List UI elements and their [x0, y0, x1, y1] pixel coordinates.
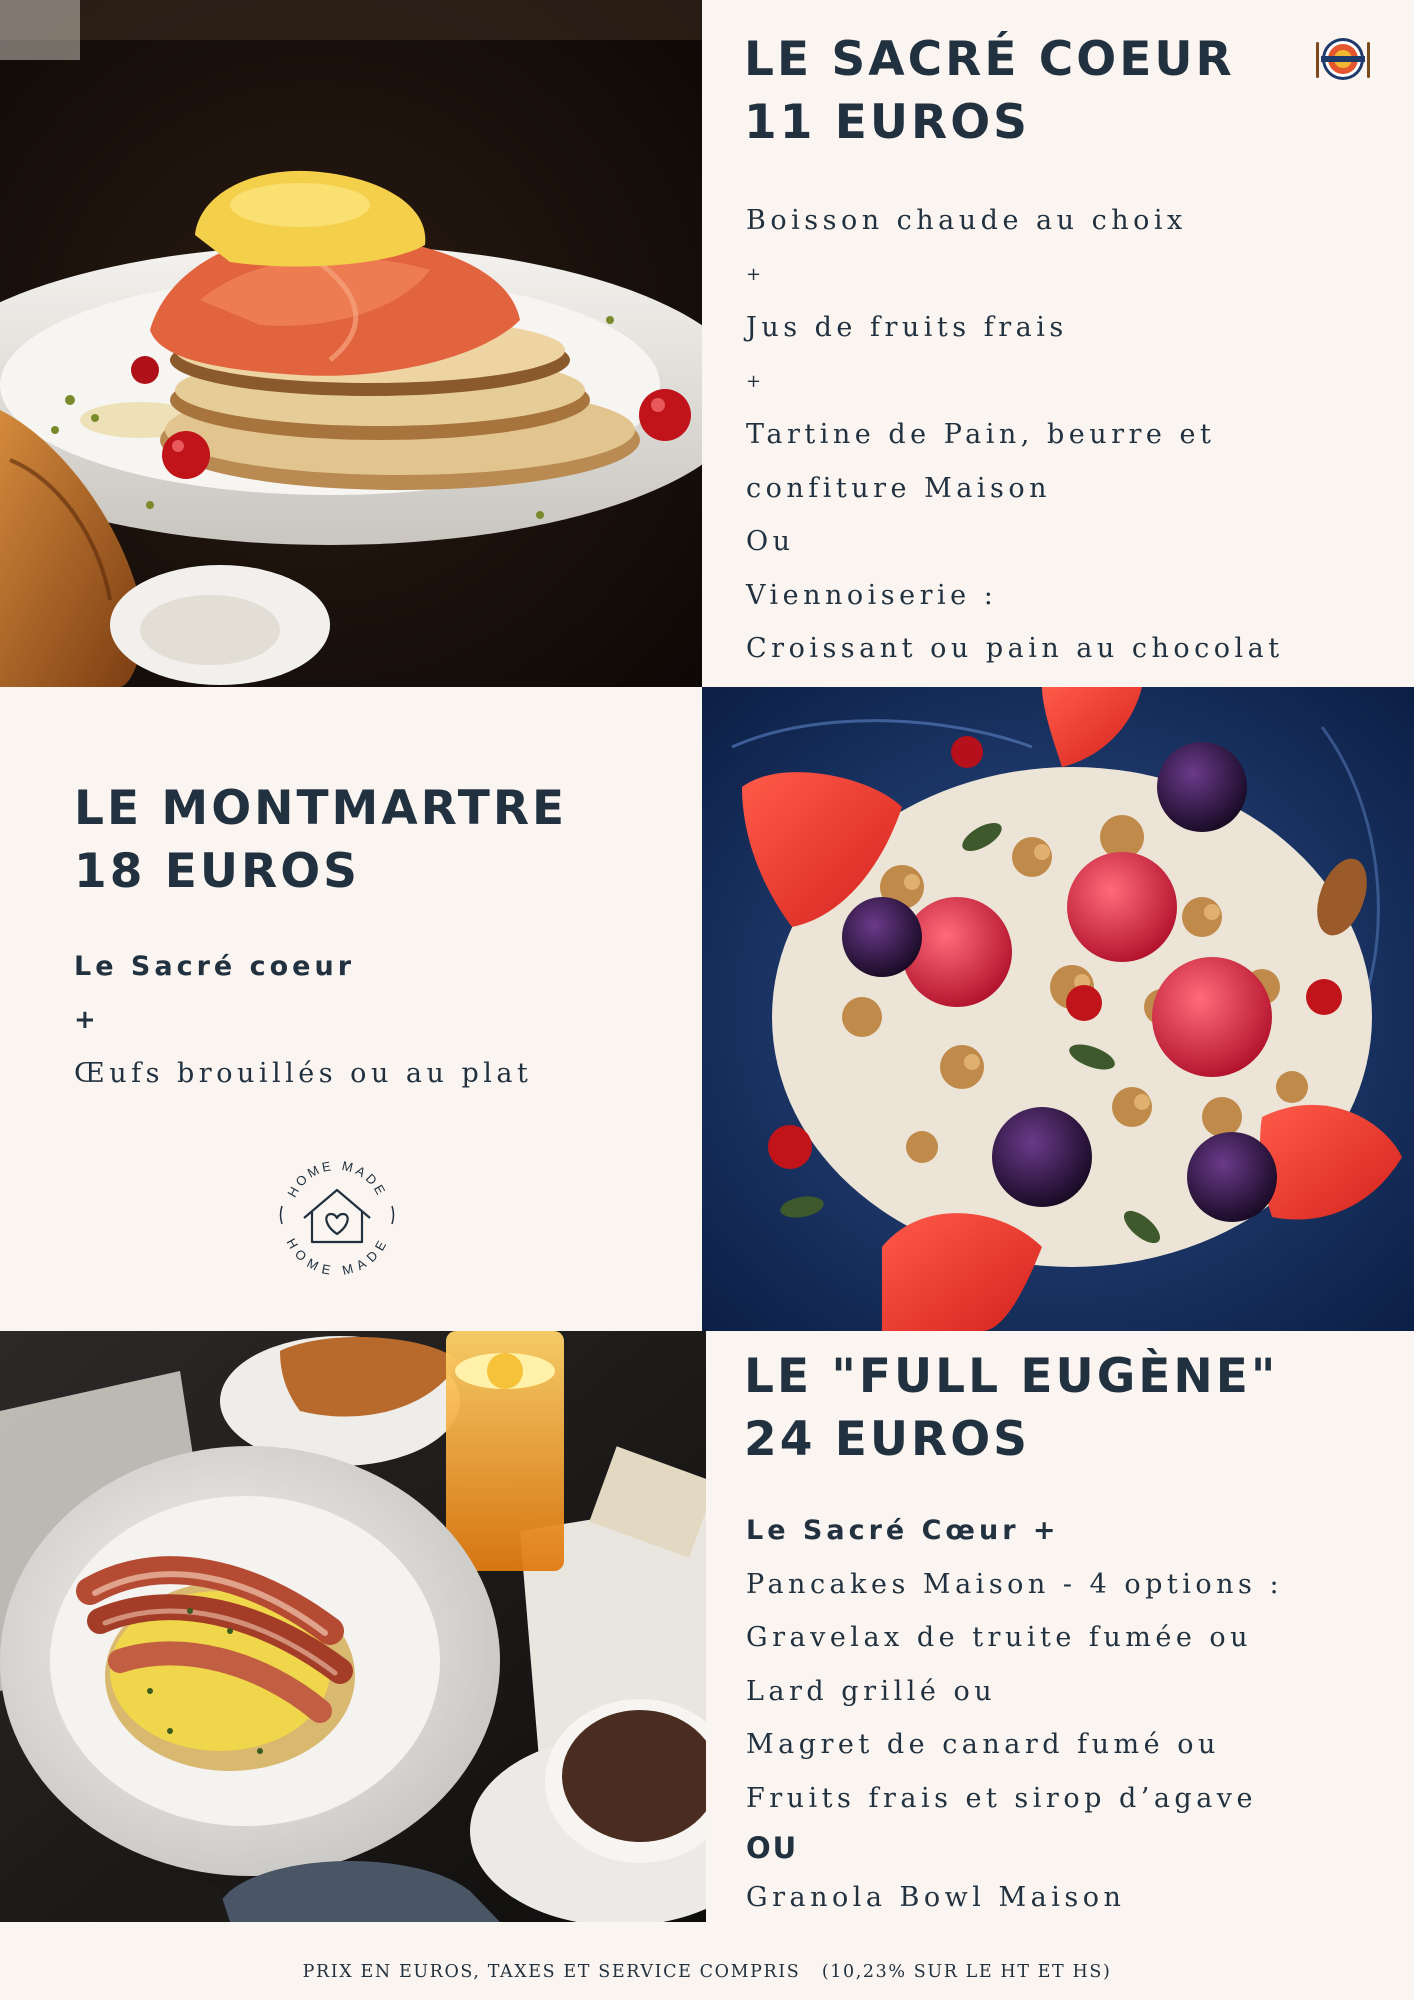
granola-bowl-photo: [702, 687, 1414, 1331]
house-heart-icon: [304, 1190, 370, 1242]
formula-sacre-coeur-price: 11 EUROS: [744, 95, 1031, 150]
formula-full-eugene-price: 24 EUROS: [744, 1412, 1031, 1467]
menu-item: Pancakes Maison - 4 options :: [746, 1568, 1284, 1600]
badge-text-top: HOME MADE: [284, 1157, 390, 1200]
formula-sacre-coeur-name: LE SACRÉ COEUR: [744, 32, 1235, 87]
menu-item: Tartine de Pain, beurre et: [746, 419, 1216, 450]
menu-plus: +: [746, 263, 766, 285]
menu-item: Boisson chaude au choix: [746, 205, 1187, 236]
restaurant-plate-logo-icon: [1313, 36, 1373, 82]
formula-full-eugene-name: LE "FULL EUGÈNE": [744, 1349, 1279, 1404]
menu-or: OU: [746, 1831, 799, 1865]
menu-item: Croissant ou pain au chocolat: [746, 633, 1284, 664]
menu-item: Œufs brouillés ou au plat: [74, 1058, 533, 1089]
menu-item: Fruits frais et sirop d’agave: [746, 1782, 1258, 1814]
menu-plus: +: [74, 1004, 100, 1035]
formula-full-eugene-items: [746, 1504, 1283, 1925]
formula-montmartre-price: 18 EUROS: [74, 844, 361, 899]
badge-text-bottom: HOME MADE: [283, 1235, 391, 1278]
menu-plus: +: [746, 370, 766, 392]
menu-item: Le Sacré coeur: [74, 951, 356, 982]
salmon-pancakes-photo: [0, 0, 702, 687]
menu-item: Jus de fruits frais: [746, 312, 1068, 343]
menu-item: Le Sacré Cœur +: [746, 1515, 1060, 1546]
formula-montmartre-name: LE MONTMARTRE: [74, 781, 568, 836]
svg-text:HOME MADE: [284, 1158, 389, 1200]
formula-montmartre-title: [74, 777, 567, 903]
menu-item: Magret de canard fumé ou: [746, 1729, 1220, 1760]
formula-sacre-coeur-title: [744, 28, 1235, 154]
formula-full-eugene-title: [744, 1345, 1278, 1471]
formula-sacre-coeur-items: [746, 194, 1284, 676]
menu-item: Ou: [746, 526, 795, 557]
bacon-pancakes-breakfast-photo: [0, 1331, 706, 1922]
price-footnote: PRIX EN EUROS, TAXES ET SERVICE COMPRIS (10,23% SUR LE HT ET HS): [302, 1962, 1112, 1982]
menu-item: confiture Maison: [746, 472, 1051, 504]
formula-montmartre-items: [74, 940, 532, 1101]
menu-item: Granola Bowl Maison: [746, 1882, 1126, 1913]
menu-item: Viennoiserie :: [746, 579, 998, 611]
home-made-badge: [274, 1150, 400, 1280]
menu-item: Lard grillé ou: [746, 1675, 997, 1707]
menu-item: Gravelax de truite fumée ou: [746, 1622, 1253, 1653]
